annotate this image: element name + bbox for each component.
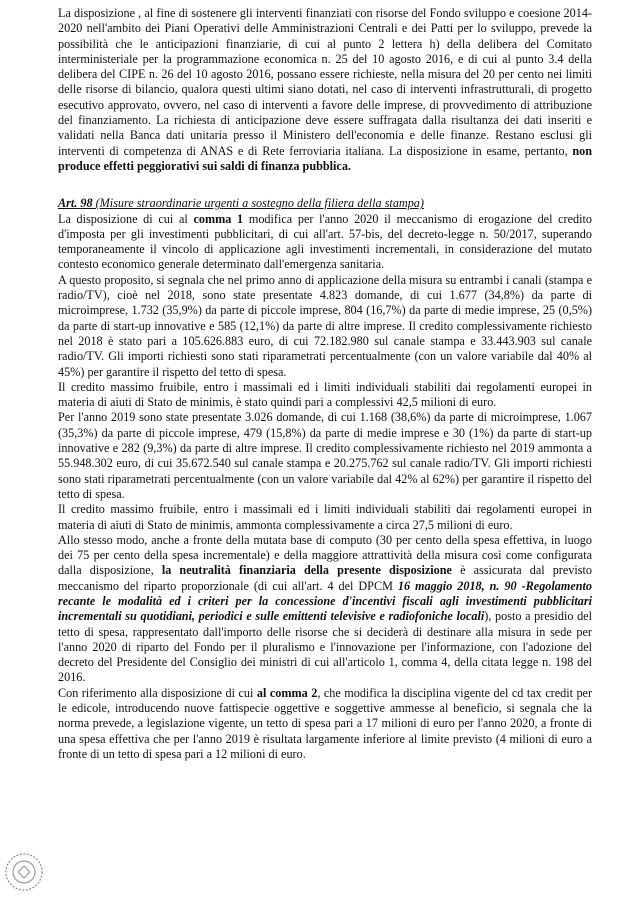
article-heading xyxy=(58,196,592,211)
paragraph-neutralita: Allo stesso modo, anche a fronte della mutata base di computo (30 per cento della spesa effettiva, in luogo dei 75 per cento della spesa incrementale) e della maggiore attrattività della misura così come configurata dalla disposizione, la neutralità finanziaria della presente disposizione è assicurata dal previsto meccanismo del riparto proporzionale (di cui all'art. 4 del DPCM 16 maggio 2018, n. 90 -Regolamento recante le modalità ed i criteri per la concessione d'incentivi fiscali agli investimenti pubblicitari incrementali su quotidiani, periodici e sulle emittenti televisive e radiofoniche locali), posto a presidio del tetto di spesa, rappresentato dall'importo delle risorse che si deciderà di destinare alla misura in sede per l'anno 2020 di riparto del Fondo per il pluralismo e l'innovazione per l'informazione, con l'adozione del decreto del Presidente del Consiglio dei ministri di cui all'articolo 1, comma 4, della citata legge n. 198 del 2016. xyxy=(58,532,593,685)
article-number: Art. 98 xyxy=(58,196,93,211)
paragraph-comma-2: Con riferimento alla disposizione di cui al comma 2, che modifica la disciplina vigente del cd tax credit per le edicole, introducendo nuove fattispecie oggettive e soggettive ammesse al beneficio, si segnala che la norma prevede, a legislazione vigente, un tetto di spesa pari a 17 milioni di euro per l'anno 2020, a fronte di una spesa effettiva che per l'anno 2019 è risultata largamente inferiore al limite previsto (4 milioni di euro a fronte di un tetto di spesa pari a 12 milioni di euro. xyxy=(58,685,593,761)
paragraph-2018-data: A questo proposito, si segnala che nel primo anno di applicazione della misura su entrambi i canali (stampa e radio/TV), cioè nel 2018, sono state presentate 4.823 domande, di cui 1.677 (34,8%) da parte di microimprese, 1.732 (35,9%) da parte di piccole imprese, 804 (16,7%) da parte di medie imprese, 25 (0,5%) da parte di start-up innovative e 585 (12,1%) da parte di altre imprese. Il credito complessivamente richiesto nel 2018 è stato pari a 105.626.883 euro, di cui 72.182.980 sul canale stampa e 33.443.903 sul canale radio/TV. Gli importi richiesti sono stati riparametrati percentualmente (con un valore variabile dal 40% al 45%) per garantire il rispetto del tetto di spesa. xyxy=(58,272,592,379)
official-stamp-icon xyxy=(4,852,44,892)
paragraph-2018-credit: Il credito massimo fruibile, entro i massimali ed i limiti individuali stabiliti dai regolamenti europei in materia di aiuti di Stato de minimis, è stato quindi pari a complessivi 42,5 milioni di euro. xyxy=(58,379,592,410)
article-title: (Misure straordinarie urgenti a sostegno della filiera della stampa) xyxy=(92,196,424,211)
paragraph-2019-credit: Il credito massimo fruibile, entro i massimali ed i limiti individuali stabiliti dai regolamenti europei in materia di aiuti di Stato de minimis, ammonta complessivamente a circa 27,5 milioni di euro. xyxy=(58,502,592,532)
document-body xyxy=(58,6,592,762)
paragraph-2019-data: Per l'anno 2019 sono state presentate 3.026 domande, di cui 1.168 (38,6%) da parte di microimprese, 1.067 (35,3%) da parte di piccole imprese, 479 (15,8%) da parte di medie imprese e 30 (1%) da parte di start-up innovative e 282 (9,3%) da parte di altre imprese. Il credito complessivamente richiesto nel 2019 ammonta a 55.948.302 euro, di cui 35.672.540 sul canale stampa e 20.275.762 sul canale radio/TV. Gli importi richiesti sono stati riparametrati percentualmente (con un valore variabile dal 42% al 62%) per garantire il rispetto del tetto di spesa. xyxy=(58,410,592,501)
paragraph-comma-1: La disposizione di cui al comma 1 modifica per l'anno 2020 il meccanismo di erogazione del credito d'imposta per gli investimenti pubblicitari, di cui all'art. 57-bis, del decreto-legge n. 50/2017, superando temporaneamente il vincolo di applicazione agli investimenti incrementali, in considerazione del mutato contesto economico generale determinato dall'emergenza sanitaria. xyxy=(58,211,592,272)
bold-statement: non produce effetti peggiorativi sui saldi di finanza pubblica. xyxy=(58,143,592,173)
paragraph-fsc-anticipazioni: La disposizione , al fine di sostenere gli interventi finanziati con risorse del Fondo sviluppo e coesione 2014-2020 nell'ambito dei Piani Operativi delle Amministrazioni Centrali e dei Patti per lo sviluppo, prevede la possibilità che le anticipazioni finanziarie, di cui al punto 2 lettera h) della delibera del Comitato interministeriale per la programmazione economica n. 25 del 10 agosto 2016, e di cui al punto 3.4 della delibera del CIPE n. 26 del 10 agosto 2016, possano essere richieste, nella misura del 20 per cento nei limiti delle risorse di bilancio, qualora questi ultimi siano dotati, nel caso di interventi infrastrutturali, di progetto esecutivo approvato, ovvero, nel caso di interventi a favore delle imprese, di provvedimento di attribuzione del finanziamento. La richiesta di anticipazione deve essere suffragata dalla risultanza dei dati inseriti e validati nella Banca dati unitaria presso il Ministero dell'economia e delle finanze. Restano esclusi gli interventi di competenza di ANAS e di Rete ferroviaria italiana. La disposizione in esame, pertanto, non produce effetti peggiorativi sui saldi di finanza pubblica. xyxy=(58,6,592,173)
